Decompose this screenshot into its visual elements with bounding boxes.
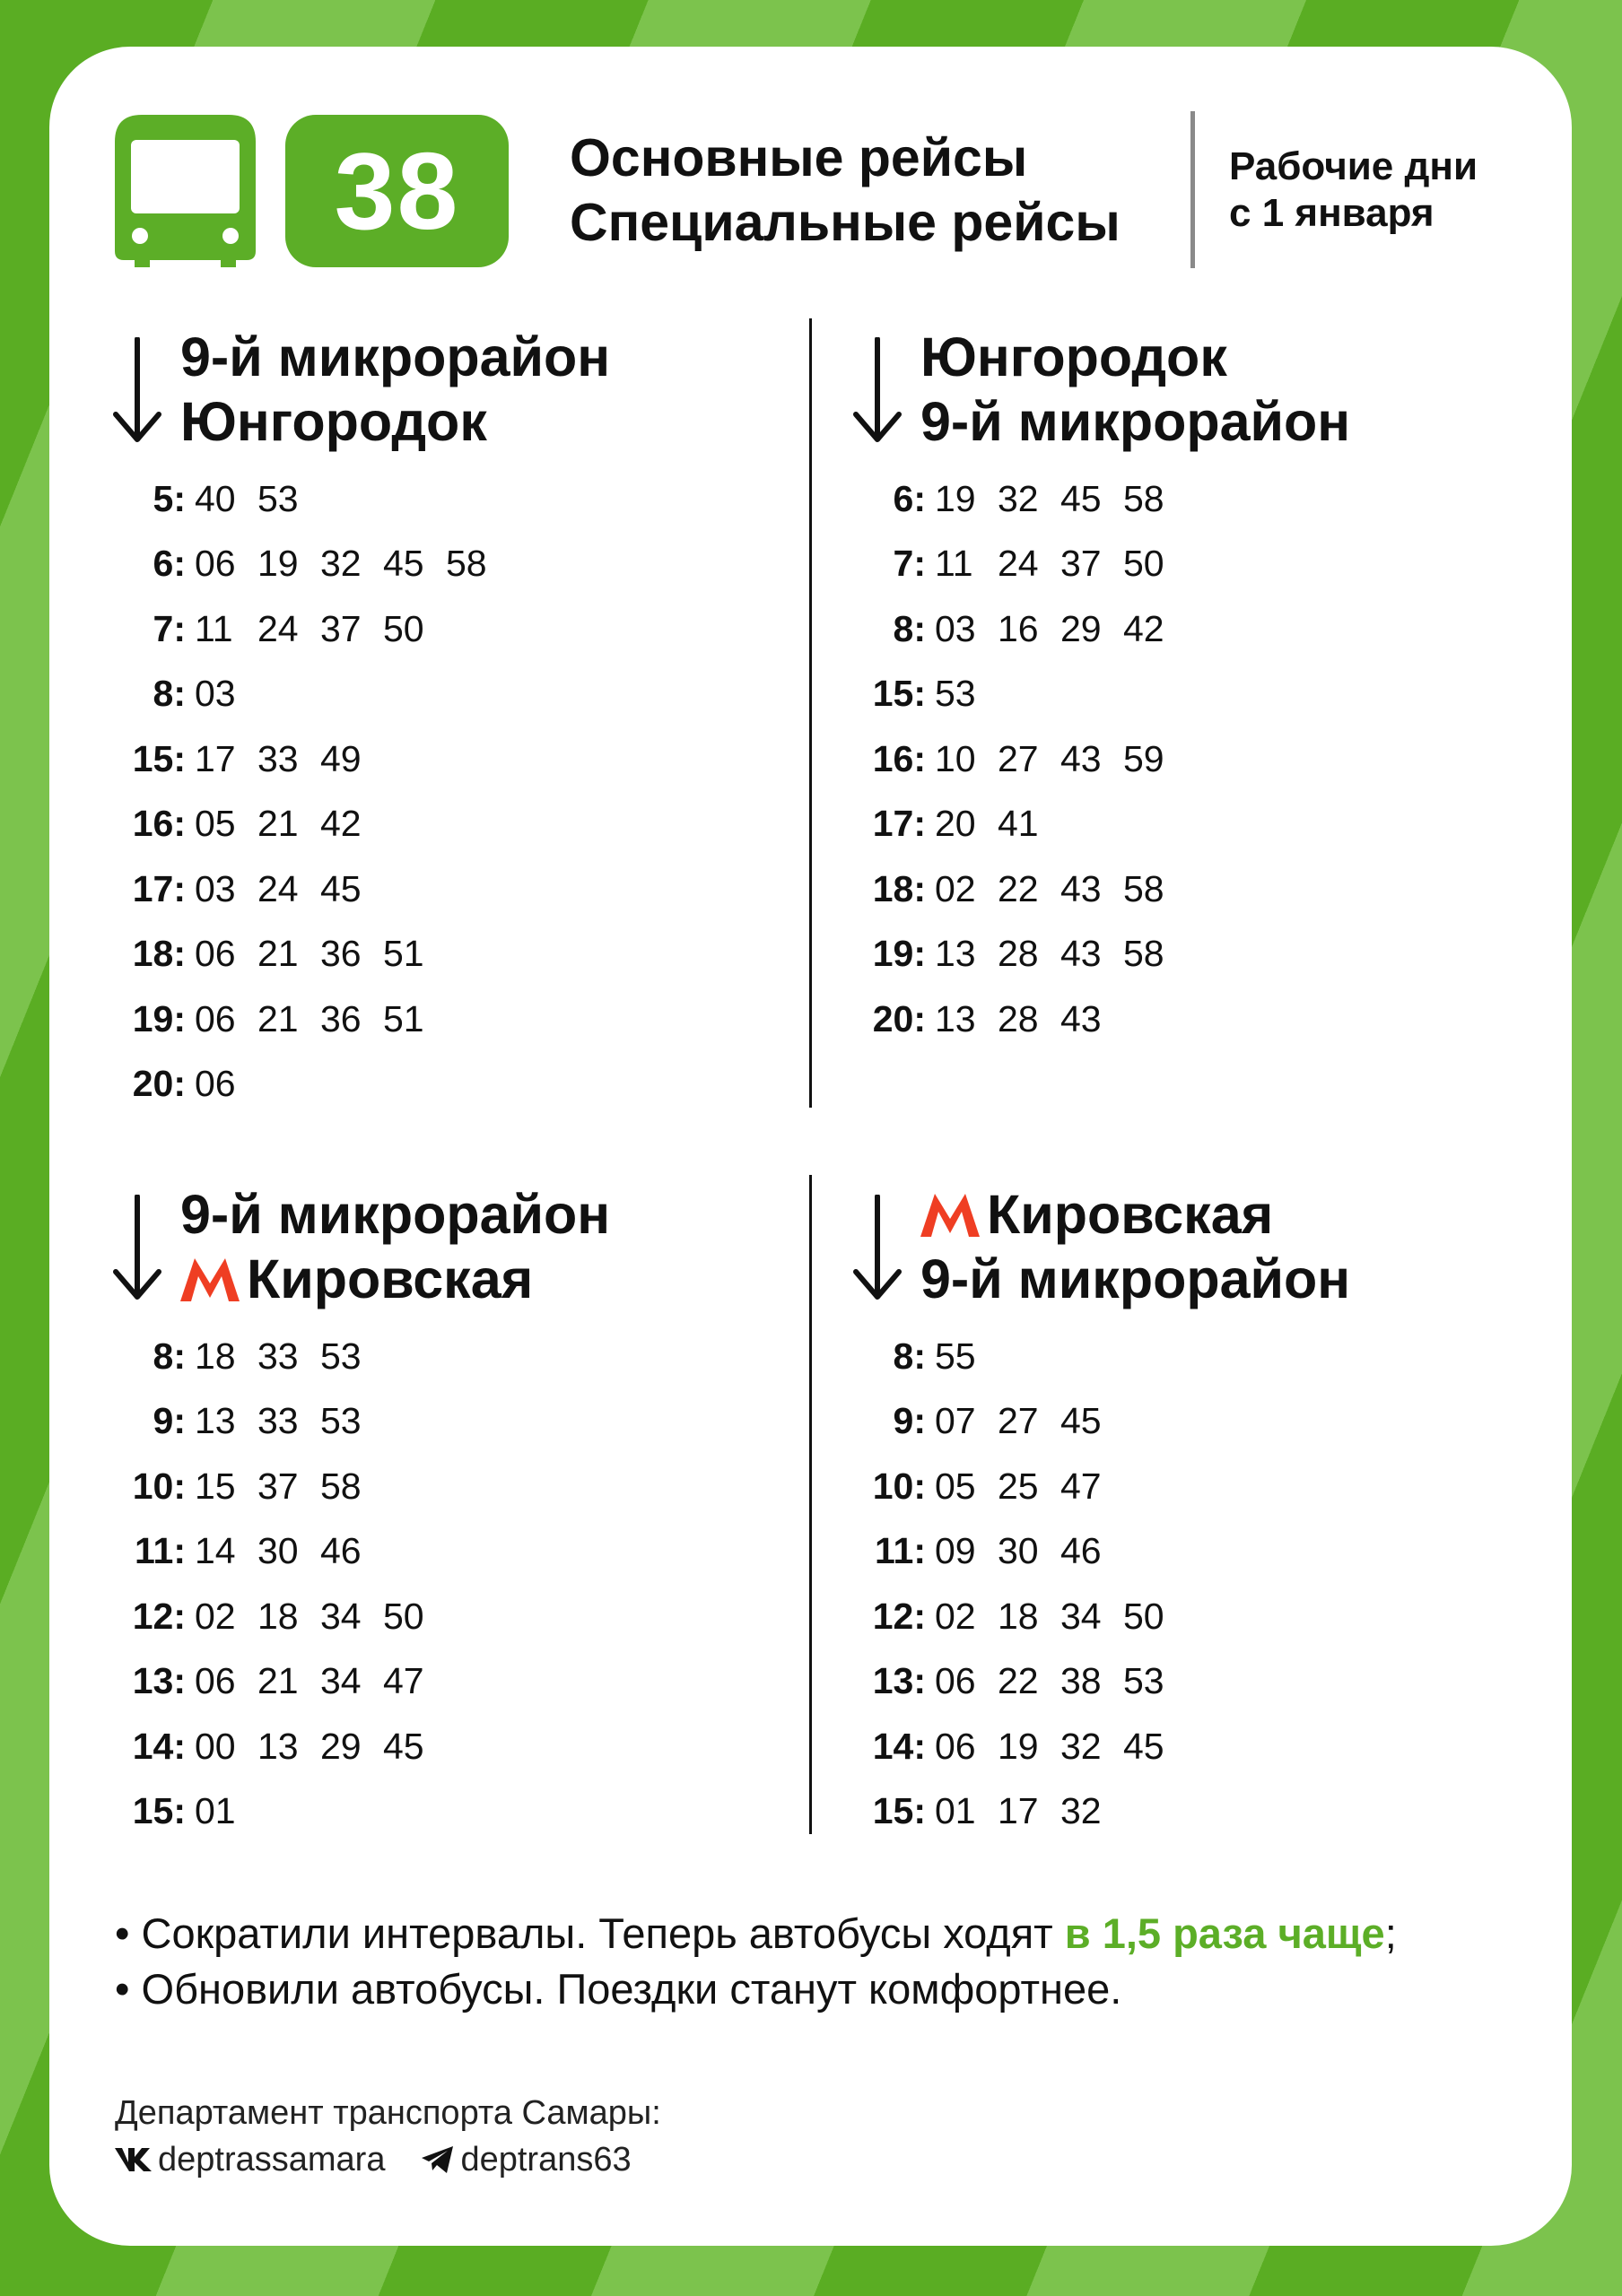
- departure-minute: 24: [998, 543, 1039, 585]
- vk-link[interactable]: [115, 2136, 385, 2183]
- section-origin: [920, 325, 1534, 389]
- section-destination: [920, 1247, 1534, 1311]
- departure-minute: 49: [320, 737, 362, 779]
- departure-minute: 15: [195, 1465, 236, 1507]
- minutes-list: [195, 803, 383, 845]
- minutes-list: [195, 1400, 383, 1442]
- hour-label: 10:: [872, 1465, 926, 1507]
- departure-minute: 13: [257, 1725, 299, 1767]
- header-divider: [1190, 111, 1195, 268]
- departure-minute: 50: [1123, 1595, 1164, 1637]
- hour-label: 11:: [135, 1530, 186, 1572]
- departure-minute: 28: [998, 933, 1039, 975]
- timetable-row: [112, 726, 794, 792]
- departure-minute: 41: [998, 803, 1039, 845]
- timetable-row: [112, 1584, 794, 1649]
- departure-minute: 53: [320, 1400, 362, 1442]
- departure-minute: 58: [1123, 933, 1164, 975]
- hour-label: 20:: [872, 997, 926, 1039]
- departure-minute: 09: [935, 1530, 976, 1572]
- timetable-row: [112, 922, 794, 987]
- arrow-down-icon: [852, 1195, 903, 1302]
- timetable-row: [112, 1052, 794, 1118]
- departure-minute: 58: [1123, 867, 1164, 909]
- hour-label: 15:: [872, 673, 926, 715]
- origin-name: Кировская: [987, 1184, 1274, 1245]
- timetable-row: [852, 1779, 1534, 1845]
- note-1-highlight: в 1,5 раза чаще: [1064, 1909, 1385, 1957]
- minutes-list: [195, 868, 383, 910]
- minutes-list: [195, 1063, 257, 1105]
- hour-label: 5:: [153, 477, 186, 519]
- timetable: [112, 466, 794, 1117]
- timetable-row: [852, 1714, 1534, 1779]
- minutes-list: [195, 738, 383, 780]
- departure-minute: 02: [935, 867, 976, 909]
- timetable-row: [112, 987, 794, 1052]
- departure-minute: 36: [320, 997, 362, 1039]
- minutes-list: [195, 1465, 383, 1508]
- departure-minute: 01: [195, 1790, 236, 1832]
- timetable-row: [852, 1454, 1534, 1519]
- column-divider-top: [809, 318, 812, 1108]
- departure-minute: 42: [320, 803, 362, 845]
- departure-minute: 45: [383, 1725, 424, 1767]
- departure-minute: 58: [1123, 477, 1164, 519]
- hour-label: 16:: [132, 803, 186, 845]
- departure-minute: 34: [320, 1595, 362, 1637]
- hour-label: 8:: [153, 1335, 186, 1377]
- note-line-1: [115, 1906, 1397, 1961]
- hour-label: 18:: [132, 933, 186, 975]
- footer: [115, 2090, 667, 2183]
- column-divider-bottom: [809, 1175, 812, 1834]
- departure-minute: 06: [195, 1660, 236, 1702]
- minutes-list: [195, 673, 257, 715]
- departure-minute: 11: [195, 607, 233, 649]
- timetable-row: [852, 1649, 1534, 1715]
- hour-label: 8:: [893, 1335, 926, 1377]
- departure-minute: 02: [935, 1595, 976, 1637]
- minutes-list: [935, 933, 1186, 975]
- hour-label: 8:: [153, 673, 186, 715]
- timetable-row: [112, 1649, 794, 1715]
- run-type-main: Основные рейсы: [570, 128, 1028, 187]
- departure-minute: 24: [257, 607, 299, 649]
- schedule-section: [852, 1182, 1534, 1844]
- minutes-list: [935, 478, 1186, 520]
- note-1-text: • Сократили интервалы. Теперь автобусы ходят: [115, 1909, 1065, 1957]
- timetable-row: [852, 662, 1534, 727]
- timetable-row: [852, 1584, 1534, 1649]
- section-title: [852, 325, 1534, 454]
- minutes-list: [935, 738, 1186, 780]
- departure-minute: 02: [195, 1595, 236, 1637]
- hour-label: 15:: [872, 1790, 926, 1832]
- destination-name: Кировская: [247, 1248, 534, 1309]
- departure-minute: 58: [446, 543, 487, 585]
- hour-label: 7:: [153, 607, 186, 649]
- note-1-suffix: ;: [1384, 1909, 1397, 1957]
- minutes-list: [195, 1530, 383, 1572]
- departure-minute: 45: [1123, 1725, 1164, 1767]
- hour-label: 17:: [872, 803, 926, 845]
- departure-minute: 06: [195, 997, 236, 1039]
- departure-minute: 17: [998, 1790, 1039, 1832]
- departure-minute: 47: [1060, 1465, 1102, 1507]
- hour-label: 9:: [893, 1400, 926, 1442]
- hour-label: 19:: [872, 933, 926, 975]
- minutes-list: [935, 673, 998, 715]
- minutes-list: [935, 1530, 1123, 1572]
- timetable: [852, 466, 1534, 1052]
- departure-minute: 03: [195, 673, 236, 715]
- departure-minute: 58: [320, 1465, 362, 1507]
- departure-minute: 22: [998, 1660, 1039, 1702]
- bus-icon: [115, 115, 256, 267]
- minutes-list: [935, 1465, 1123, 1508]
- section-destination: [920, 389, 1534, 454]
- departure-minute: 19: [257, 543, 299, 585]
- minutes-list: [935, 1335, 998, 1378]
- section-origin: [920, 1182, 1534, 1247]
- departure-minute: 21: [257, 1660, 299, 1702]
- minutes-list: [195, 608, 446, 650]
- hour-label: 14:: [132, 1725, 186, 1767]
- minutes-list: [935, 998, 1123, 1040]
- departure-minute: 29: [320, 1725, 362, 1767]
- minutes-list: [195, 1726, 446, 1768]
- minutes-list: [195, 998, 446, 1040]
- departure-minute: 45: [320, 867, 362, 909]
- social-links: [115, 2136, 667, 2183]
- hour-label: 10:: [132, 1465, 186, 1507]
- minutes-list: [935, 1660, 1186, 1702]
- departure-minute: 01: [935, 1790, 976, 1832]
- departure-minute: 46: [1060, 1530, 1102, 1572]
- timetable-row: [852, 1519, 1534, 1585]
- timetable-row: [112, 662, 794, 727]
- departure-minute: 06: [935, 1660, 976, 1702]
- departure-minute: 00: [195, 1725, 236, 1767]
- departure-minute: 36: [320, 933, 362, 975]
- departure-minute: 53: [320, 1335, 362, 1377]
- minutes-list: [195, 1596, 446, 1638]
- section-destination: [180, 389, 794, 454]
- section-origin: [180, 325, 794, 389]
- minutes-list: [935, 1596, 1186, 1638]
- origin-name: 9-й микрорайон: [180, 326, 611, 387]
- schedule-section: [852, 325, 1534, 1052]
- departure-minute: 30: [257, 1530, 299, 1572]
- timetable-row: [852, 726, 1534, 792]
- departure-minute: 21: [257, 803, 299, 845]
- departure-minute: 32: [1060, 1790, 1102, 1832]
- departure-minute: 47: [383, 1660, 424, 1702]
- hour-label: 18:: [872, 867, 926, 909]
- minutes-list: [935, 868, 1186, 910]
- timetable-row: [112, 1714, 794, 1779]
- hour-label: 8:: [893, 607, 926, 649]
- hour-label: 14:: [872, 1725, 926, 1767]
- departure-minute: 46: [320, 1530, 362, 1572]
- timetable-row: [852, 1324, 1534, 1389]
- schedule-section: [112, 325, 794, 1117]
- departure-minute: 17: [195, 737, 236, 779]
- departure-minute: 25: [998, 1465, 1039, 1507]
- departure-minute: 50: [1123, 543, 1164, 585]
- day-info: [1229, 144, 1478, 237]
- days-label: Рабочие дни: [1229, 144, 1478, 188]
- departure-minute: 38: [1060, 1660, 1102, 1702]
- departure-minute: 55: [935, 1335, 976, 1377]
- timetable-row: [852, 596, 1534, 662]
- departure-minute: 29: [1060, 607, 1102, 649]
- hour-label: 12:: [132, 1595, 186, 1637]
- timetable-row: [112, 857, 794, 922]
- section-title: [112, 1182, 794, 1311]
- metro-icon: [180, 1258, 240, 1301]
- departure-minute: 53: [257, 477, 299, 519]
- schedule-section: [112, 1182, 794, 1844]
- departure-minute: 43: [1060, 867, 1102, 909]
- minutes-list: [935, 1726, 1186, 1768]
- departure-minute: 03: [195, 867, 236, 909]
- departure-minute: 28: [998, 997, 1039, 1039]
- departure-minute: 14: [195, 1530, 236, 1572]
- departure-minute: 53: [935, 673, 976, 715]
- hour-label: 13:: [132, 1660, 186, 1702]
- vk-handle: deptrassamara: [158, 2141, 386, 2179]
- departure-minute: 19: [935, 477, 976, 519]
- hour-label: 6:: [893, 477, 926, 519]
- arrow-down-icon: [112, 1195, 162, 1302]
- departure-minute: 45: [1060, 477, 1102, 519]
- timetable-row: [852, 1389, 1534, 1455]
- hour-label: 19:: [132, 997, 186, 1039]
- arrow-down-icon: [112, 337, 162, 445]
- departure-minute: 24: [257, 867, 299, 909]
- departure-minute: 42: [1123, 607, 1164, 649]
- destination-name: 9-й микрорайон: [920, 1248, 1351, 1309]
- departure-minute: 18: [257, 1595, 299, 1637]
- departure-minute: 45: [383, 543, 424, 585]
- departure-minute: 34: [1060, 1595, 1102, 1637]
- departure-minute: 33: [257, 737, 299, 779]
- vk-icon: [115, 2146, 153, 2173]
- departure-minute: 43: [1060, 737, 1102, 779]
- departure-minute: 40: [195, 477, 236, 519]
- minutes-list: [935, 803, 1060, 845]
- departure-minute: 34: [320, 1660, 362, 1702]
- departure-minute: 06: [195, 933, 236, 975]
- minutes-list: [195, 478, 320, 520]
- timetable-row: [852, 532, 1534, 597]
- departure-minute: 06: [935, 1725, 976, 1767]
- hour-label: 12:: [872, 1595, 926, 1637]
- departure-minute: 11: [935, 543, 973, 585]
- departure-minute: 05: [195, 803, 236, 845]
- timetable-row: [852, 466, 1534, 532]
- hour-label: 15:: [132, 1790, 186, 1832]
- arrow-down-icon: [852, 337, 903, 445]
- hour-label: 6:: [153, 543, 186, 585]
- departure-minute: 18: [998, 1595, 1039, 1637]
- departure-minute: 13: [935, 933, 976, 975]
- departure-minute: 53: [1123, 1660, 1164, 1702]
- timetable-row: [112, 792, 794, 857]
- departure-minute: 19: [998, 1725, 1039, 1767]
- departure-minute: 13: [935, 997, 976, 1039]
- departure-minute: 33: [257, 1335, 299, 1377]
- route-number-badge: 38: [285, 115, 509, 267]
- note-line-2: • Обновили автобусы. Поездки станут комфортнее.: [115, 1965, 1122, 2013]
- timetable-row: [112, 532, 794, 597]
- hour-label: 13:: [872, 1660, 926, 1702]
- departure-minute: 27: [998, 1400, 1039, 1442]
- timetable-row: [112, 596, 794, 662]
- hour-label: 7:: [893, 543, 926, 585]
- start-date-label: с 1 января: [1229, 191, 1435, 235]
- timetable-row: [112, 1519, 794, 1585]
- departure-minute: 05: [935, 1465, 976, 1507]
- departure-minute: 32: [998, 477, 1039, 519]
- departure-minute: 10: [935, 737, 976, 779]
- departure-minute: 06: [195, 543, 236, 585]
- footer-org: Департамент транспорта Самары:: [115, 2094, 661, 2132]
- hour-label: 17:: [132, 867, 186, 909]
- departure-minute: 21: [257, 997, 299, 1039]
- minutes-list: [935, 543, 1186, 585]
- telegram-icon: [421, 2145, 455, 2174]
- departure-minute: 37: [1060, 543, 1102, 585]
- hour-label: 16:: [872, 737, 926, 779]
- telegram-link[interactable]: [421, 2136, 631, 2183]
- departure-minute: 33: [257, 1400, 299, 1442]
- hour-label: 20:: [132, 1063, 186, 1105]
- telegram-handle: deptrans63: [460, 2141, 632, 2179]
- timetable-row: [112, 1779, 794, 1845]
- minutes-list: [935, 608, 1186, 650]
- minutes-list: [195, 543, 509, 585]
- departure-minute: 32: [1060, 1725, 1102, 1767]
- timetable-row: [852, 857, 1534, 922]
- minutes-list: [195, 1660, 446, 1702]
- minutes-list: [195, 1790, 257, 1832]
- departure-minute: 06: [195, 1063, 236, 1105]
- timetable-row: [852, 987, 1534, 1052]
- origin-name: 9-й микрорайон: [180, 1184, 611, 1245]
- departure-minute: 18: [195, 1335, 236, 1377]
- departure-minute: 51: [383, 933, 424, 975]
- timetable-row: [112, 1324, 794, 1389]
- departure-minute: 20: [935, 803, 976, 845]
- section-title: [112, 325, 794, 454]
- departure-minute: 32: [320, 543, 362, 585]
- origin-name: Юнгородок: [920, 326, 1227, 387]
- minutes-list: [195, 1335, 383, 1378]
- departure-minute: 30: [998, 1530, 1039, 1572]
- hour-label: 9:: [153, 1400, 186, 1442]
- departure-minute: 21: [257, 933, 299, 975]
- minutes-list: [935, 1400, 1123, 1442]
- departure-minute: 45: [1060, 1400, 1102, 1442]
- timetable-row: [112, 1454, 794, 1519]
- departure-minute: 51: [383, 997, 424, 1039]
- destination-name: 9-й микрорайон: [920, 391, 1351, 452]
- departure-minute: 43: [1060, 997, 1102, 1039]
- departure-minute: 50: [383, 607, 424, 649]
- timetable-row: [112, 1389, 794, 1455]
- timetable-row: [852, 792, 1534, 857]
- departure-minute: 16: [998, 607, 1039, 649]
- departure-minute: 37: [257, 1465, 299, 1507]
- departure-minute: 37: [320, 607, 362, 649]
- departure-minute: 59: [1123, 737, 1164, 779]
- section-origin: [180, 1182, 794, 1247]
- departure-minute: 07: [935, 1400, 976, 1442]
- timetable: [852, 1324, 1534, 1844]
- timetable: [112, 1324, 794, 1844]
- departure-minute: 50: [383, 1595, 424, 1637]
- section-title: [852, 1182, 1534, 1311]
- destination-name: Юнгородок: [180, 391, 487, 452]
- notes: [115, 1906, 1397, 2017]
- timetable-row: [112, 466, 794, 532]
- hour-label: 15:: [132, 737, 186, 779]
- minutes-list: [195, 933, 446, 975]
- departure-minute: 27: [998, 737, 1039, 779]
- departure-minute: 22: [998, 867, 1039, 909]
- minutes-list: [935, 1790, 1123, 1832]
- departure-minute: 13: [195, 1400, 236, 1442]
- metro-icon: [920, 1194, 980, 1237]
- hour-label: 11:: [875, 1530, 926, 1572]
- departure-minute: 03: [935, 607, 976, 649]
- section-destination: [180, 1247, 794, 1311]
- run-type-special: Специальные рейсы: [570, 193, 1121, 252]
- departure-minute: 43: [1060, 933, 1102, 975]
- timetable-row: [852, 922, 1534, 987]
- run-types: [570, 126, 1121, 255]
